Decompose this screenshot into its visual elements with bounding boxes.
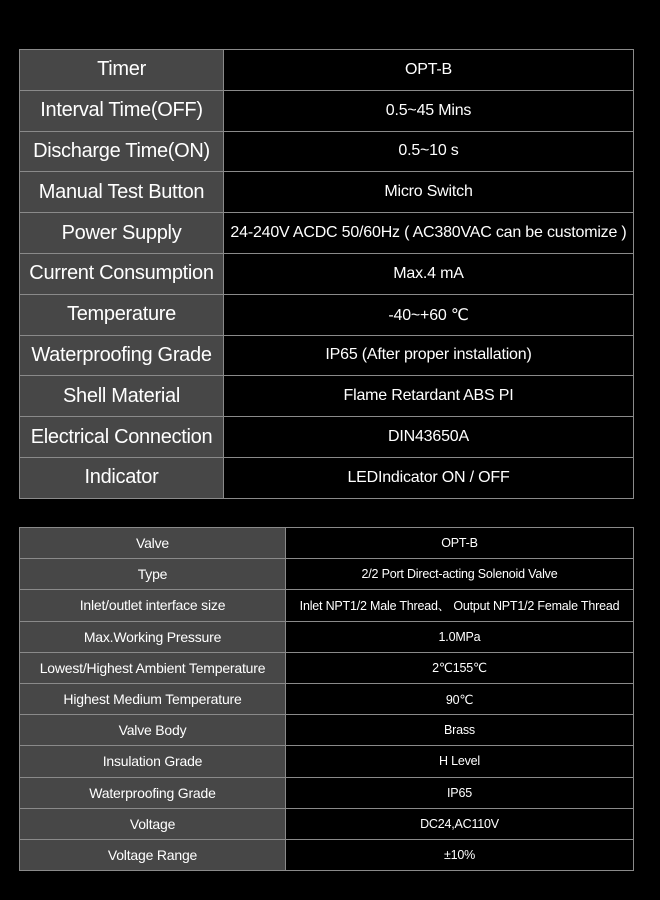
spec-label-discharge-time: Discharge Time(ON) xyxy=(20,131,224,172)
spec-value-manual-test-button: Micro Switch xyxy=(224,172,634,213)
spec-value-type: 2/2 Port Direct-acting Solenoid Valve xyxy=(286,559,634,590)
spec-label-interval-time: Interval Time(OFF) xyxy=(20,90,224,131)
table-row xyxy=(20,253,634,294)
timer-spec-table xyxy=(19,49,634,499)
spec-label-power-supply: Power Supply xyxy=(20,213,224,254)
spec-label-temperature: Temperature xyxy=(20,294,224,335)
spec-value-valve-body: Brass xyxy=(286,715,634,746)
spec-value-waterproofing-grade: IP65 (After proper installation) xyxy=(224,335,634,376)
spec-value-ambient-temperature: 2℃155℃ xyxy=(286,652,634,683)
table-row xyxy=(20,457,634,498)
table-row xyxy=(20,559,634,590)
spec-label-insulation-grade: Insulation Grade xyxy=(20,746,286,777)
spec-label-waterproofing-grade: Waterproofing Grade xyxy=(20,335,224,376)
table-row xyxy=(20,90,634,131)
spec-label-voltage: Voltage xyxy=(20,808,286,839)
spec-value-medium-temperature: 90℃ xyxy=(286,683,634,714)
spec-label-type: Type xyxy=(20,559,286,590)
spec-value-discharge-time: 0.5~10 s xyxy=(224,131,634,172)
spec-label-interface-size: Inlet/outlet interface size xyxy=(20,590,286,621)
spec-value-temperature: -40~+60 ℃ xyxy=(224,294,634,335)
spec-value-power-supply: 24-240V ACDC 50/60Hz ( AC380VAC can be customize ) xyxy=(224,213,634,254)
spec-label-shell-material: Shell Material xyxy=(20,376,224,417)
table-row xyxy=(20,746,634,777)
table-row xyxy=(20,621,634,652)
spec-label-current-consumption: Current Consumption xyxy=(20,253,224,294)
spec-value-insulation-grade: H Level xyxy=(286,746,634,777)
table-row xyxy=(20,376,634,417)
spec-value-valve-waterproofing-grade: IP65 xyxy=(286,777,634,808)
spec-label-timer: Timer xyxy=(20,50,224,91)
table-row xyxy=(20,777,634,808)
table-row xyxy=(20,294,634,335)
spec-value-max-working-pressure: 1.0MPa xyxy=(286,621,634,652)
spec-value-interval-time: 0.5~45 Mins xyxy=(224,90,634,131)
table-row xyxy=(20,652,634,683)
spec-label-valve: Valve xyxy=(20,528,286,559)
table-row xyxy=(20,335,634,376)
table-row xyxy=(20,839,634,870)
table-row xyxy=(20,131,634,172)
table-row xyxy=(20,50,634,91)
spec-label-valve-body: Valve Body xyxy=(20,715,286,746)
spec-label-ambient-temperature: Lowest/Highest Ambient Temperature xyxy=(20,652,286,683)
table-row xyxy=(20,213,634,254)
spec-value-interface-size: Inlet NPT1/2 Male Thread、 Output NPT1/2 Female Thread xyxy=(286,590,634,621)
spec-value-current-consumption: Max.4 mA xyxy=(224,253,634,294)
spec-label-voltage-range: Voltage Range xyxy=(20,839,286,870)
spec-value-voltage: DC24,AC110V xyxy=(286,808,634,839)
spec-value-valve: OPT-B xyxy=(286,528,634,559)
table-row xyxy=(20,528,634,559)
spec-value-shell-material: Flame Retardant ABS PI xyxy=(224,376,634,417)
valve-spec-table xyxy=(19,527,634,871)
spec-label-medium-temperature: Highest Medium Temperature xyxy=(20,683,286,714)
spec-value-timer: OPT-B xyxy=(224,50,634,91)
table-row xyxy=(20,417,634,458)
spec-value-indicator: LEDIndicator ON / OFF xyxy=(224,457,634,498)
table-row xyxy=(20,590,634,621)
spec-value-voltage-range: ±10% xyxy=(286,839,634,870)
table-row xyxy=(20,808,634,839)
spec-value-electrical-connection: DIN43650A xyxy=(224,417,634,458)
spec-label-manual-test-button: Manual Test Button xyxy=(20,172,224,213)
spec-label-valve-waterproofing-grade: Waterproofing Grade xyxy=(20,777,286,808)
spec-label-max-working-pressure: Max.Working Pressure xyxy=(20,621,286,652)
spec-label-indicator: Indicator xyxy=(20,457,224,498)
spec-label-electrical-connection: Electrical Connection xyxy=(20,417,224,458)
table-row xyxy=(20,683,634,714)
table-row xyxy=(20,715,634,746)
table-row xyxy=(20,172,634,213)
